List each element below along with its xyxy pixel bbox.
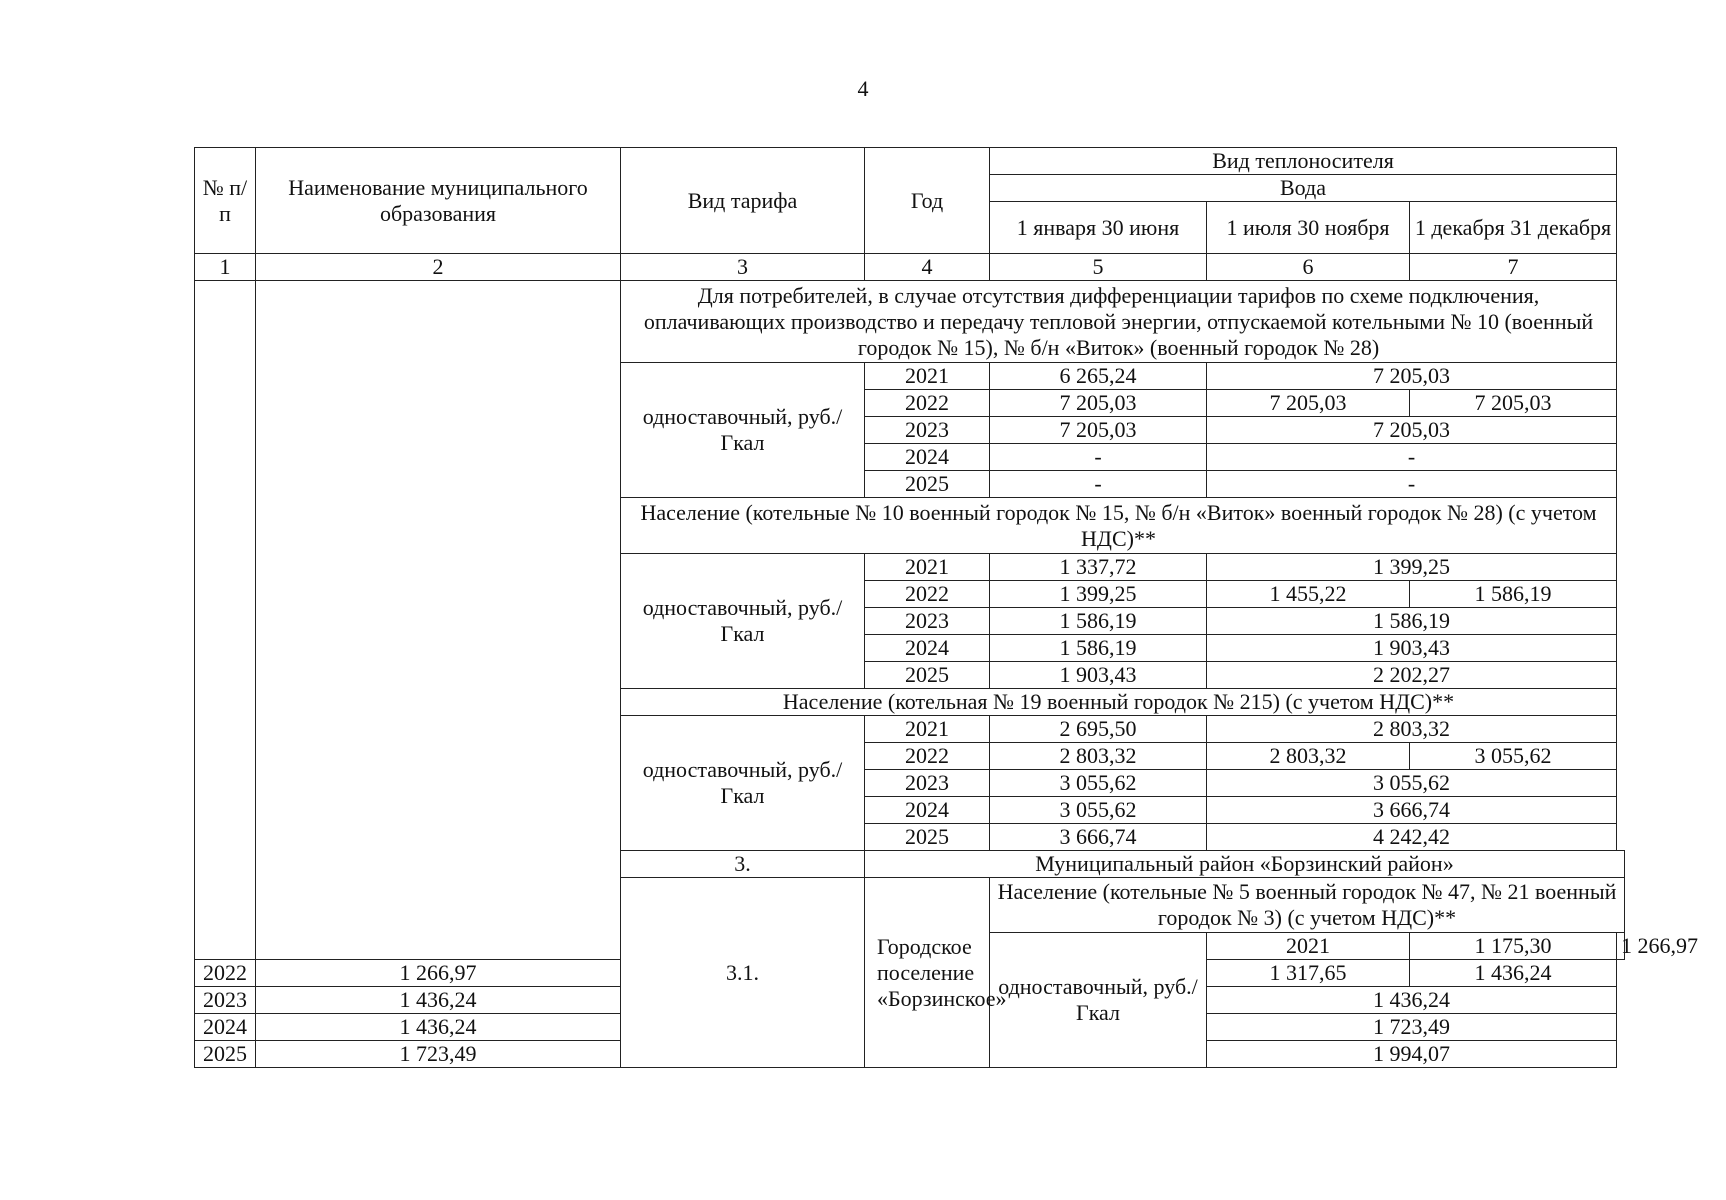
column-number: 1 <box>195 254 256 281</box>
column-number: 5 <box>990 254 1207 281</box>
year-cell: 2024 <box>865 635 990 662</box>
year-cell: 2024 <box>865 797 990 824</box>
group-title: Население (котельные № 5 военный городок № 47, № 21 военный городок № 3) (с учетом НДС)** <box>990 878 1625 933</box>
value-cell: 1 399,25 <box>1207 554 1617 581</box>
year-cell: 2023 <box>865 608 990 635</box>
value-cell: 1 586,19 <box>1207 608 1617 635</box>
column-number: 2 <box>256 254 621 281</box>
value-cell: 1 266,97 <box>1617 933 1625 960</box>
value-cell: 7 205,03 <box>990 390 1207 417</box>
year-cell: 2025 <box>865 471 990 498</box>
column-number: 3 <box>621 254 865 281</box>
value-cell: 1 436,24 <box>256 1014 621 1041</box>
value-cell: 7 205,03 <box>1207 417 1617 444</box>
column-number: 7 <box>1410 254 1617 281</box>
column-number: 4 <box>865 254 990 281</box>
value-cell: 1 175,30 <box>1410 933 1617 960</box>
year-cell: 2025 <box>865 824 990 851</box>
tariff-type-cell: одноставочный, руб./Гкал <box>621 363 865 498</box>
year-cell: 2022 <box>865 390 990 417</box>
blank-number-cell <box>195 281 256 960</box>
value-cell: 3 666,74 <box>1207 797 1617 824</box>
value-cell: 2 202,27 <box>1207 662 1617 689</box>
value-cell: 1 994,07 <box>1207 1041 1617 1068</box>
year-cell: 2022 <box>865 743 990 770</box>
value-cell: 2 803,32 <box>990 743 1207 770</box>
tariff-table <box>194 147 1699 1068</box>
group-title: Для потребителей, в случае отсутствия дифференциации тарифов по схеме подключения, оплачивающих производство и передачу тепловой энергии, отпускаемой котельными № 10 (военный городок № 15), № б/н «Виток» (военный городок № 28) <box>621 281 1617 363</box>
header-period-2: 1 июля 30 ноября <box>1207 202 1410 254</box>
value-cell: 2 803,32 <box>1207 716 1617 743</box>
value-cell: 3 666,74 <box>990 824 1207 851</box>
value-cell: 7 205,03 <box>990 417 1207 444</box>
header-period-3: 1 декабря 31 декабря <box>1410 202 1617 254</box>
value-cell: 1 436,24 <box>256 987 621 1014</box>
value-cell: 1 399,25 <box>990 581 1207 608</box>
value-cell: 7 205,03 <box>1410 390 1617 417</box>
value-cell: 1 586,19 <box>990 608 1207 635</box>
header-year: Год <box>865 148 990 254</box>
year-cell: 2022 <box>865 581 990 608</box>
header-municipality: Наименование муниципального образования <box>256 148 621 254</box>
value-cell: 6 265,24 <box>990 363 1207 390</box>
year-cell: 2023 <box>195 987 256 1014</box>
year-cell: 2021 <box>1207 933 1410 960</box>
year-cell: 2023 <box>865 770 990 797</box>
value-cell: 1 337,72 <box>990 554 1207 581</box>
page-number: 4 <box>857 76 869 101</box>
value-cell: 2 695,50 <box>990 716 1207 743</box>
value-cell: - <box>1207 471 1617 498</box>
header-heat-carrier: Вид теплоносителя <box>990 148 1617 175</box>
year-cell: 2025 <box>865 662 990 689</box>
value-cell: 1 903,43 <box>1207 635 1617 662</box>
value-cell: 3 055,62 <box>990 770 1207 797</box>
subsection-number: 3.1. <box>621 878 865 1068</box>
value-cell: 1 266,97 <box>256 960 621 987</box>
tariff-type-cell: одноставочный, руб./Гкал <box>621 716 865 851</box>
value-cell: 1 317,65 <box>1207 960 1410 987</box>
group-title: Население (котельные № 10 военный городок № 15, № б/н «Виток» военный городок № 28) (с учетом НДС)** <box>621 498 1617 554</box>
header-number: № п/п <box>195 148 256 254</box>
value-cell: 7 205,03 <box>1207 390 1410 417</box>
value-cell: 2 803,32 <box>1207 743 1410 770</box>
year-cell: 2024 <box>195 1014 256 1041</box>
header-tariff-type: Вид тарифа <box>621 148 865 254</box>
group-title: Население (котельная № 19 военный городок № 215) (с учетом НДС)** <box>621 689 1617 716</box>
section-title: Муниципальный район «Борзинский район» <box>865 851 1625 878</box>
year-cell: 2021 <box>865 363 990 390</box>
value-cell: 1 723,49 <box>256 1041 621 1068</box>
header-period-1: 1 января 30 июня <box>990 202 1207 254</box>
value-cell: 1 903,43 <box>990 662 1207 689</box>
year-cell: 2024 <box>865 444 990 471</box>
year-cell: 2022 <box>195 960 256 987</box>
tariff-type-cell: одноставочный, руб./Гкал <box>621 554 865 689</box>
column-number-row <box>195 254 1625 281</box>
value-cell: 4 242,42 <box>1207 824 1617 851</box>
header-water: Вода <box>990 175 1617 202</box>
value-cell: 1 455,22 <box>1207 581 1410 608</box>
value-cell: 1 436,24 <box>1207 987 1617 1014</box>
column-number: 6 <box>1207 254 1410 281</box>
tariff-type-cell: одноставочный, руб./Гкал <box>990 933 1207 1068</box>
year-cell: 2025 <box>195 1041 256 1068</box>
value-cell: 1 723,49 <box>1207 1014 1617 1041</box>
value-cell: 3 055,62 <box>990 797 1207 824</box>
value-cell: 3 055,62 <box>1410 743 1617 770</box>
blank-municipality-cell <box>256 281 621 960</box>
year-cell: 2023 <box>865 417 990 444</box>
value-cell: 1 586,19 <box>1410 581 1617 608</box>
value-cell: 1 586,19 <box>990 635 1207 662</box>
value-cell: 7 205,03 <box>1207 363 1617 390</box>
year-cell: 2021 <box>865 716 990 743</box>
value-cell: 1 436,24 <box>1410 960 1617 987</box>
value-cell: - <box>990 471 1207 498</box>
year-cell: 2021 <box>865 554 990 581</box>
section-number: 3. <box>621 851 865 878</box>
value-cell: - <box>990 444 1207 471</box>
subsection-name: Городское поселение «Борзинское» <box>865 878 990 1068</box>
value-cell: - <box>1207 444 1617 471</box>
value-cell: 3 055,62 <box>1207 770 1617 797</box>
